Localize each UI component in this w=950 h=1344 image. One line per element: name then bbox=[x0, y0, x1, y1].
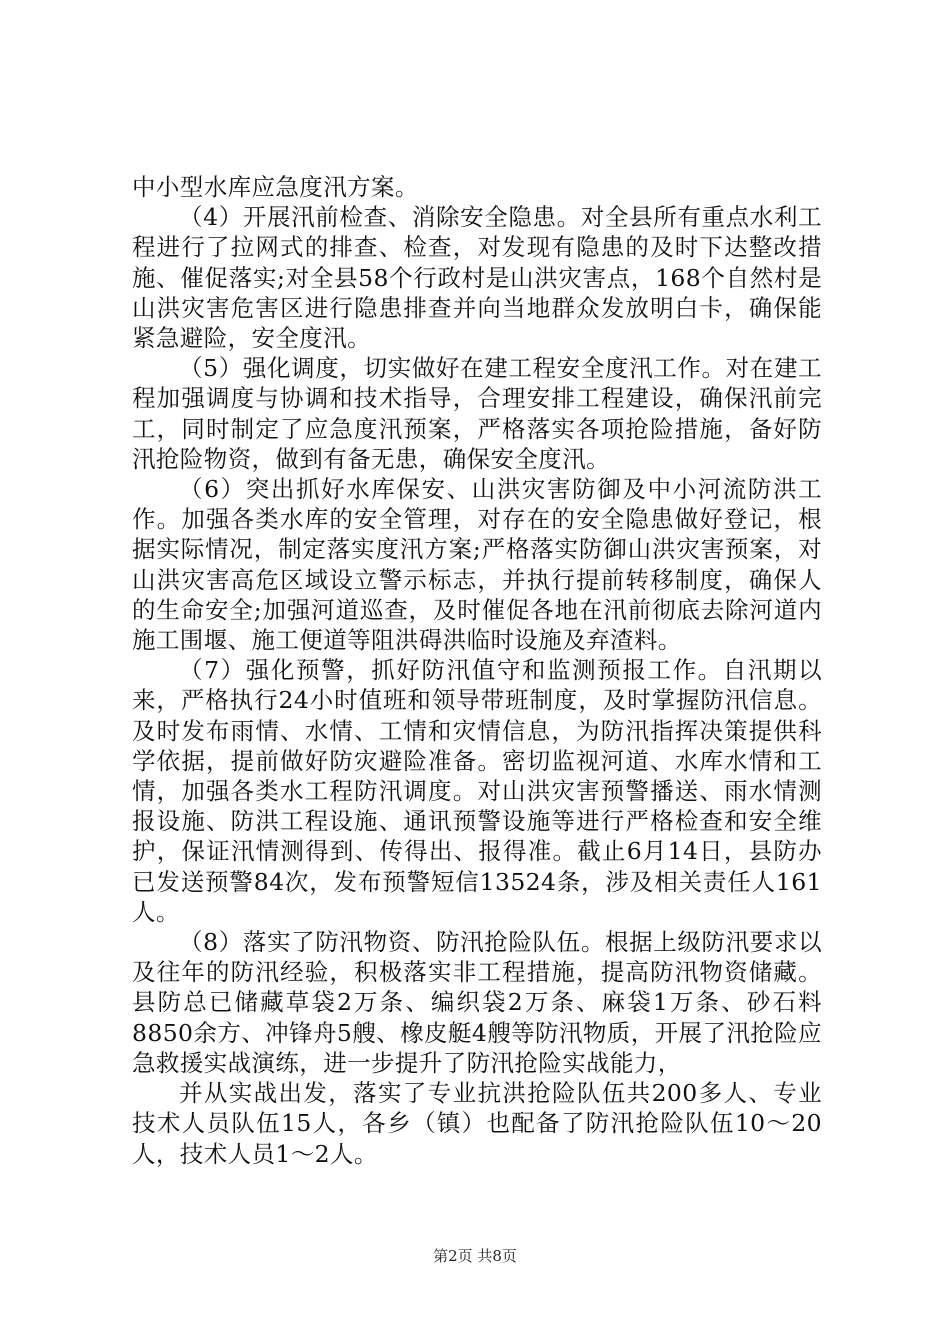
document-body bbox=[132, 172, 822, 1169]
paragraph-7-early-warning: （7）强化预警，抓好防汛值守和监测预报工作。自汛期以来，严格执行24小时值班和领导带班制度，及时掌握防汛信息。及时发布雨情、水情、工情和灾情信息，为防汛指挥决策提供科学依据，提前做好防灾避险准备。密切监视河道、水库水情和工情，加强各类水工程防汛调度。对山洪灾害预警播送、雨水情测报设施、防洪工程设施、通讯预警设施等进行严格检查和安全维护，保证汛情测得到、传得出、报得准。截止6月14日，县防办已发送预警84次，发布预警短信13524条，涉及相关责任人161人。 bbox=[132, 656, 822, 926]
paragraph-continuation: 中小型水库应急度汛方案。 bbox=[132, 173, 419, 201]
paragraph-5-dispatch: （5）强化调度，切实做好在建工程安全度汛工作。对在建工程加强调度与协调和技术指导，合理安排工程建设，确保汛前完工，同时制定了应急度汛预案，严格落实各项抢险措施，备好防汛抢险物资，做到有备无患，确保安全度汛。 bbox=[132, 354, 822, 473]
paragraph-4-inspection: （4）开展汛前检查、消除安全隐患。对全县所有重点水利工程进行了拉网式的排查、检查，对发现有隐患的及时下达整改措施、催促落实;对全县58个行政村是山洪灾害点，168个自然村是山洪灾害危害区进行隐患排查并向当地群众发放明白卡，确保能紧急避险，安全度汛。 bbox=[132, 203, 822, 353]
paragraph-6-reservoir-safety: （6）突出抓好水库保安、山洪灾害防御及中小河流防洪工作。加强各类水库的安全管理，对存在的安全隐患做好登记，根据实际情况，制定落实度汛方案;严格落实防御山洪灾害预案，对山洪灾害高危区域设立警示标志，并执行提前转移制度，确保人的生命安全;加强河道巡查，及时催促各地在汛前彻底去除河道内施工围堰、施工便道等阻洪碍洪临时设施及弃渣料。 bbox=[132, 475, 822, 655]
page-number-footer: 第2页 共8页 bbox=[433, 1247, 517, 1265]
paragraph-8-materials: （8）落实了防汛物资、防汛抢险队伍。根据上级防汛要求以及往年的防汛经验，积极落实非工程措施，提高防汛物资储藏。县防总已储藏草袋2万条、编织袋2万条、麻袋1万条、砂石料8850余方、冲锋舟5艘、橡皮艇4艘等防汛物质，开展了汛抢险应急救援实战演练，进一步提升了防汛抢险实战能力， bbox=[132, 928, 822, 1077]
paragraph-9-rescue-teams: 并从实战出发，落实了专业抗洪抢险队伍共200多人、专业技术人员队伍15人，各乡（镇）也配备了防汛抢险队伍10～20人，技术人员1～2人。 bbox=[132, 1079, 822, 1168]
